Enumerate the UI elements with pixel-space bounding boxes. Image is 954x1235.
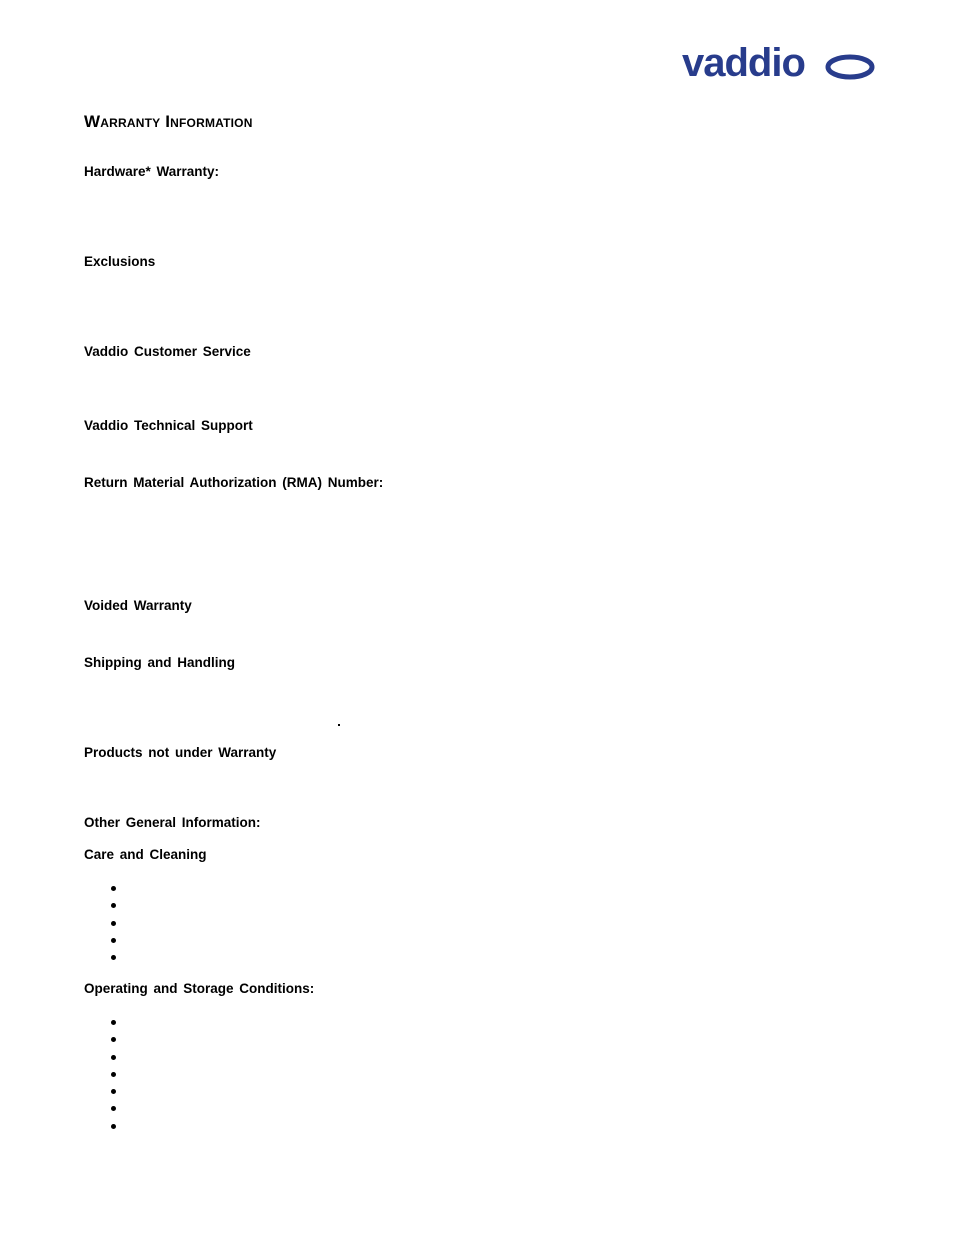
heading-technical-support: Vaddio Technical Support <box>84 418 253 433</box>
bullet-icon <box>111 886 116 891</box>
heading-other-general-info: Other General Information: <box>84 815 261 830</box>
heading-exclusions: Exclusions <box>84 254 156 269</box>
page-title: Warranty Information <box>84 112 253 131</box>
bullet-icon <box>111 1055 116 1060</box>
stray-period-mark <box>338 724 340 726</box>
bullet-icon <box>111 903 116 908</box>
bullet-icon <box>111 1072 116 1077</box>
bullet-icon <box>111 921 116 926</box>
heading-customer-service: Vaddio Customer Service <box>84 344 251 359</box>
heading-voided-warranty: Voided Warranty <box>84 598 192 613</box>
heading-hardware-warranty: Hardware* Warranty: <box>84 164 220 179</box>
bullet-icon <box>111 938 116 943</box>
bullet-icon <box>111 1020 116 1025</box>
vaddio-logo-wordmark: vaddio <box>682 41 805 85</box>
bullet-icon <box>111 1037 116 1042</box>
bullet-icon <box>111 1089 116 1094</box>
bullet-icon <box>111 1124 116 1129</box>
heading-shipping-handling: Shipping and Handling <box>84 655 235 670</box>
vaddio-logo <box>680 40 880 92</box>
heading-products-not-under-warranty: Products not under Warranty <box>84 745 277 760</box>
heading-operating-storage: Operating and Storage Conditions: <box>84 981 315 996</box>
bullet-icon <box>111 955 116 960</box>
bullet-icon <box>111 1106 116 1111</box>
heading-care-cleaning: Care and Cleaning <box>84 847 207 862</box>
heading-rma-number: Return Material Authorization (RMA) Number: <box>84 475 384 490</box>
